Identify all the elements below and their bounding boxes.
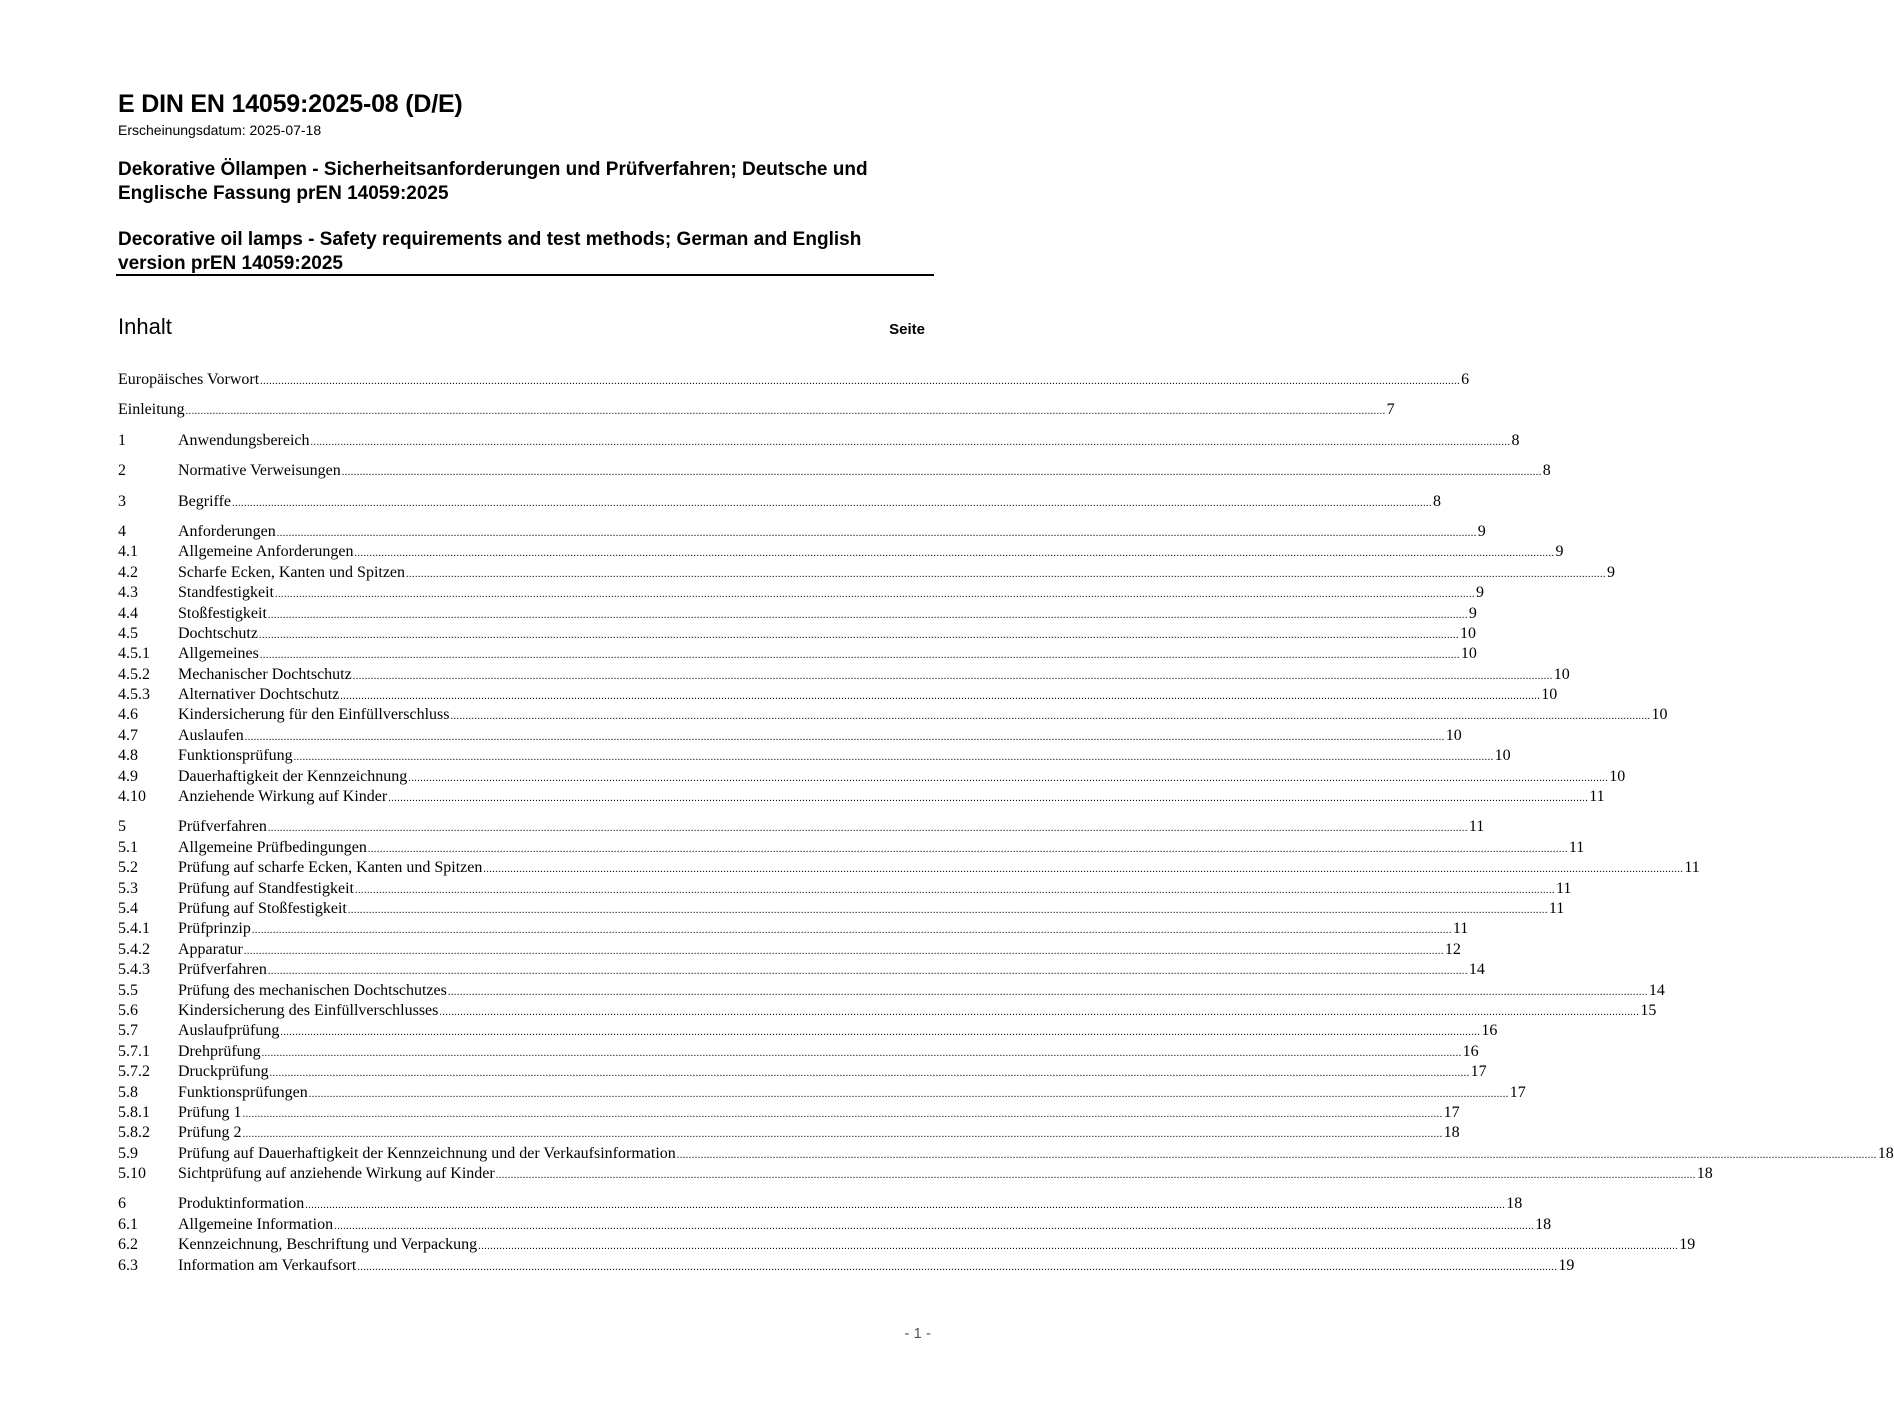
toc-dot-leader: ................................................................................................................................................................................................................................................................................................................................................................................................................	[354, 548, 1555, 560]
toc-entry[interactable]	[118, 542, 1564, 562]
toc-entry-number: 5.4.3	[118, 961, 150, 979]
toc-entry[interactable]	[118, 1164, 1713, 1184]
toc-entry-number: 5.7.1	[118, 1042, 150, 1060]
toc-entry-page: 18	[1696, 1165, 1713, 1183]
toc-entry-title: Prüfung des mechanischen Dochtschutzes	[178, 981, 447, 999]
toc-entry-page: 10	[1460, 645, 1477, 663]
toc-entry-number: 5	[118, 818, 126, 836]
toc-entry[interactable]	[118, 685, 1558, 705]
toc-entry-page: 10	[1494, 747, 1511, 765]
toc-entry-title: Anziehende Wirkung auf Kinder	[178, 788, 388, 806]
toc-entry[interactable]	[118, 400, 1395, 420]
toc-entry-number: 4.10	[118, 788, 146, 806]
toc-dot-leader: ................................................................................................................................................................................................................................................................................................................................................................................................................	[267, 609, 1468, 621]
toc-entry[interactable]	[118, 583, 1484, 603]
toc-entry-title: Prüfung auf Dauerhaftigkeit der Kennzeichnung und der Verkaufsinformation	[178, 1144, 676, 1162]
toc-dot-leader: ................................................................................................................................................................................................................................................................................................................................................................................................................	[258, 629, 1459, 641]
toc-entry-number: 5.9	[118, 1144, 138, 1162]
toc-entry-page: 15	[1640, 1001, 1657, 1019]
toc-entry-page: 8	[1542, 462, 1551, 480]
toc-entry-title: Kennzeichnung, Beschriftung und Verpackung	[178, 1236, 478, 1254]
toc-dot-leader: ................................................................................................................................................................................................................................................................................................................................................................................................................	[267, 966, 1468, 978]
toc-entry-title: Prüfverfahren	[178, 961, 267, 979]
toc-entry-title: Stoßfestigkeit	[178, 604, 267, 622]
toc-entry-number: 5.6	[118, 1001, 138, 1019]
toc-entry-title: Dochtschutz	[178, 624, 258, 642]
toc-entry-number: 4.5	[118, 624, 138, 642]
toc-dot-leader: ................................................................................................................................................................................................................................................................................................................................................................................................................	[406, 568, 1607, 580]
toc-entry-title: Drehprüfung	[178, 1042, 261, 1060]
toc-dot-leader: ................................................................................................................................................................................................................................................................................................................................................................................................................	[280, 1027, 1481, 1039]
toc-entry-page: 18	[1506, 1195, 1523, 1213]
toc-dot-leader: ................................................................................................................................................................................................................................................................................................................................................................................................................	[242, 1129, 1443, 1141]
toc-dot-leader: ................................................................................................................................................................................................................................................................................................................................................................................................................	[447, 986, 1648, 998]
toc-entry[interactable]	[118, 492, 1442, 512]
toc-dot-leader: ................................................................................................................................................................................................................................................................................................................................................................................................................	[483, 864, 1684, 876]
toc-entry-number: 5.7.2	[118, 1063, 150, 1081]
toc-entry[interactable]	[118, 899, 1565, 919]
toc-entry-title: Prüfung 2	[178, 1124, 242, 1142]
toc-dot-leader: ................................................................................................................................................................................................................................................................................................................................................................................................................	[308, 1088, 1509, 1100]
toc-entry-title: Kindersicherung für den Einfüllverschluss	[178, 706, 450, 724]
toc-dot-leader: ................................................................................................................................................................................................................................................................................................................................................................................................................	[269, 1068, 1470, 1080]
toc-entry-number: 5.7	[118, 1022, 138, 1040]
toc-dot-leader: ................................................................................................................................................................................................................................................................................................................................................................................................................	[408, 772, 1609, 784]
toc-entry-title: Apparatur	[178, 940, 243, 958]
toc-entry[interactable]	[118, 1001, 1657, 1021]
toc-dot-leader: ................................................................................................................................................................................................................................................................................................................................................................................................................	[267, 823, 1468, 835]
toc-entry-number: 5.1	[118, 838, 138, 856]
toc-entry[interactable]	[118, 705, 1668, 725]
toc-dot-leader: ................................................................................................................................................................................................................................................................................................................................................................................................................	[185, 406, 1386, 418]
toc-entry-title: Sichtprüfung auf anziehende Wirkung auf Kinder	[178, 1165, 495, 1183]
toc-entry[interactable]	[118, 858, 1700, 878]
toc-entry-number: 4.5.2	[118, 665, 150, 683]
toc-entry-page: 9	[1477, 522, 1486, 540]
toc-entry-number: 5.8.2	[118, 1124, 150, 1142]
toc-entry-title: Europäisches Vorwort	[118, 371, 260, 388]
toc-entry-page: 11	[1555, 879, 1572, 897]
toc-entry[interactable]	[118, 461, 1551, 481]
toc-entry-title: Prüfprinzip	[178, 920, 251, 938]
toc-entry-page: 18	[1443, 1124, 1460, 1142]
toc-entry[interactable]	[118, 1103, 1460, 1123]
toc-entry-page: 14	[1468, 961, 1485, 979]
toc-entry-title: Begriffe	[178, 492, 232, 510]
title-german: Dekorative Öllampen - Sicherheitsanforderungen und Prüfverfahren; Deutsche und Englische Fassung prEN 14059:2025	[118, 159, 868, 204]
toc-entry-number: 6.1	[118, 1215, 138, 1233]
toc-entry[interactable]	[118, 940, 1461, 960]
toc-dot-leader: ................................................................................................................................................................................................................................................................................................................................................................................................................	[347, 904, 1548, 916]
toc-dot-leader: ................................................................................................................................................................................................................................................................................................................................................................................................................	[251, 925, 1452, 937]
toc-entry-title: Funktionsprüfungen	[178, 1083, 308, 1101]
header-divider	[116, 274, 934, 276]
toc-entry-number: 5.2	[118, 859, 138, 877]
toc-entry-number: 4.5.3	[118, 686, 150, 704]
toc-dot-leader: ................................................................................................................................................................................................................................................................................................................................................................................................................	[676, 1149, 1877, 1161]
toc-entry-number: 6.3	[118, 1256, 138, 1274]
toc-entry[interactable]	[118, 1256, 1575, 1276]
toc-entry-page: 11	[1548, 899, 1565, 917]
toc-dot-leader: ................................................................................................................................................................................................................................................................................................................................................................................................................	[341, 467, 1542, 479]
toc-entry[interactable]	[118, 522, 1486, 542]
toc-entry-title: Prüfung auf Standfestigkeit	[178, 879, 354, 897]
toc-entry-number: 5.5	[118, 981, 138, 999]
toc-dot-leader: ................................................................................................................................................................................................................................................................................................................................................................................................................	[352, 670, 1553, 682]
toc-entry-title: Anwendungsbereich	[178, 431, 310, 449]
toc-entry-title: Alternativer Dochtschutz	[178, 686, 340, 704]
toc-entry-page: 11	[1468, 818, 1485, 836]
toc-entry-page: 18	[1877, 1144, 1894, 1162]
toc-entry-title: Auslaufen	[178, 726, 244, 744]
toc-entry-number: 4.2	[118, 563, 138, 581]
toc-entry-title: Auslaufprüfung	[178, 1022, 280, 1040]
toc-entry[interactable]	[118, 1194, 1523, 1214]
toc-entry[interactable]	[118, 1083, 1526, 1103]
toc-entry-page: 11	[1589, 788, 1605, 806]
toc-dot-leader: ................................................................................................................................................................................................................................................................................................................................................................................................................	[305, 1200, 1506, 1212]
page-number: - 1 -	[904, 1325, 931, 1342]
toc-entry-number: 4.3	[118, 584, 138, 602]
toc-entry-title: Prüfverfahren	[178, 818, 267, 836]
toc-entry-number: 5.3	[118, 879, 138, 897]
toc-entry[interactable]	[118, 644, 1477, 664]
toc-entry-page: 10	[1651, 706, 1668, 724]
toc-entry[interactable]	[118, 1215, 1552, 1235]
toc-dot-leader: ................................................................................................................................................................................................................................................................................................................................................................................................................	[293, 752, 1494, 764]
toc-entry-title: Allgemeine Prüfbedingungen	[178, 838, 367, 856]
toc-entry[interactable]	[118, 746, 1511, 766]
toc-entry-page: 19	[1558, 1256, 1575, 1274]
toc-dot-leader: ................................................................................................................................................................................................................................................................................................................................................................................................................	[260, 376, 1461, 387]
title-english: Decorative oil lamps - Safety requirements and test methods; German and English version prEN 14059:2025	[118, 229, 862, 274]
toc-entry-page: 9	[1475, 584, 1484, 602]
toc-dot-leader: ................................................................................................................................................................................................................................................................................................................................................................................................................	[439, 1006, 1640, 1018]
toc-entry-title: Allgemeine Information	[178, 1215, 334, 1233]
toc-dot-leader: ................................................................................................................................................................................................................................................................................................................................................................................................................	[310, 436, 1511, 448]
toc-entry-page: 10	[1553, 665, 1570, 683]
toc-entry[interactable]	[118, 726, 1462, 746]
toc-entry-page: 12	[1444, 940, 1461, 958]
publication-date: Erscheinungsdatum: 2025-07-18	[118, 122, 322, 138]
toc-entry[interactable]	[118, 624, 1476, 644]
toc-entry-number: 1	[118, 431, 126, 449]
toc-entry[interactable]	[118, 838, 1585, 858]
toc-dot-leader: ................................................................................................................................................................................................................................................................................................................................................................................................................	[261, 1047, 1462, 1059]
toc-entry-number: 4.7	[118, 726, 138, 744]
toc-entry[interactable]	[118, 1235, 1696, 1255]
document-id: E DIN EN 14059:2025-08 (D/E)	[118, 90, 463, 118]
toc-entry-page: 11	[1684, 859, 1700, 877]
toc-entry-title: Kindersicherung des Einfüllverschlusses	[178, 1001, 439, 1019]
toc-entry[interactable]	[118, 817, 1485, 837]
toc-dot-leader: ................................................................................................................................................................................................................................................................................................................................................................................................................	[232, 497, 1433, 509]
toc-entry-title: Normative Verweisungen	[178, 462, 341, 480]
toc-dot-leader: ................................................................................................................................................................................................................................................................................................................................................................................................................	[354, 884, 1555, 896]
toc-entry-number: 4.9	[118, 767, 138, 785]
toc-entry-page: 17	[1470, 1063, 1487, 1081]
toc-dot-leader: ................................................................................................................................................................................................................................................................................................................................................................................................................	[334, 1220, 1535, 1232]
toc-entry[interactable]	[118, 1144, 1894, 1164]
toc-dot-leader: ................................................................................................................................................................................................................................................................................................................................................................................................................	[259, 650, 1460, 662]
toc-entry-title: Scharfe Ecken, Kanten und Spitzen	[178, 563, 406, 581]
toc-entry-number: 6.2	[118, 1236, 138, 1254]
toc-entry-page: 16	[1481, 1022, 1498, 1040]
toc-entry-page: 7	[1386, 401, 1395, 419]
toc-entry-number: 6	[118, 1195, 126, 1213]
toc-dot-leader: ................................................................................................................................................................................................................................................................................................................................................................................................................	[357, 1261, 1558, 1273]
toc-entry-page: 18	[1535, 1215, 1552, 1233]
toc-dot-leader: ................................................................................................................................................................................................................................................................................................................................................................................................................	[450, 711, 1651, 723]
toc-entry-page: 17	[1443, 1103, 1460, 1121]
toc-entry-number: 3	[118, 492, 126, 510]
toc-entry-number: 4.8	[118, 747, 138, 765]
toc-entry[interactable]	[118, 1021, 1498, 1041]
toc-entry-number: 4.5.1	[118, 645, 150, 663]
toc-entry-page: 14	[1648, 981, 1665, 999]
toc-dot-leader: ................................................................................................................................................................................................................................................................................................................................................................................................................	[388, 793, 1589, 805]
toc-entry-page: 17	[1509, 1083, 1526, 1101]
toc-entry-title: Einleitung	[118, 401, 185, 419]
toc-entry-title: Allgemeine Anforderungen	[178, 543, 354, 561]
toc-entry[interactable]	[118, 981, 1665, 1001]
toc-entry[interactable]	[118, 1042, 1479, 1062]
toc-entry-page: 11	[1452, 920, 1469, 938]
toc-entry-page: 10	[1541, 686, 1558, 704]
toc-entry-number: 2	[118, 462, 126, 480]
toc-entry-number: 5.4.1	[118, 920, 150, 938]
toc-entry-page: 16	[1462, 1042, 1479, 1060]
toc-entry-page: 8	[1433, 492, 1442, 510]
toc-entry-title: Standfestigkeit	[178, 584, 274, 602]
toc-entry-number: 5.8	[118, 1083, 138, 1101]
toc-entry-page: 8	[1511, 431, 1520, 449]
toc-entry-page: 9	[1555, 543, 1564, 561]
table-of-contents	[118, 370, 1894, 1276]
toc-entry-number: 5.4	[118, 899, 138, 917]
toc-entry-title: Allgemeines	[178, 645, 259, 663]
toc-entry-number: 4.6	[118, 706, 138, 724]
toc-entry-page: 19	[1679, 1236, 1696, 1254]
toc-entry-title: Produktinformation	[178, 1195, 305, 1213]
toc-entry[interactable]	[118, 370, 1470, 390]
toc-entry-page: 10	[1445, 726, 1462, 744]
toc-entry[interactable]	[118, 919, 1469, 939]
toc-dot-leader: ................................................................................................................................................................................................................................................................................................................................................................................................................	[367, 843, 1568, 855]
toc-entry-number: 4.4	[118, 604, 138, 622]
toc-entry-title: Information am Verkaufsort	[178, 1256, 357, 1274]
toc-entry[interactable]	[118, 960, 1485, 980]
toc-entry-page: 11	[1568, 838, 1585, 856]
toc-entry-title: Anforderungen	[178, 522, 276, 540]
toc-entry[interactable]	[118, 879, 1572, 899]
toc-entry-number: 5.4.2	[118, 940, 150, 958]
toc-entry-title: Mechanischer Dochtschutz	[178, 665, 352, 683]
toc-entry-number: 4.1	[118, 543, 138, 561]
toc-dot-leader: ................................................................................................................................................................................................................................................................................................................................................................................................................	[274, 589, 1475, 601]
toc-entry-title: Prüfung 1	[178, 1103, 242, 1121]
toc-entry[interactable]	[118, 431, 1520, 451]
toc-entry[interactable]	[118, 604, 1477, 624]
toc-entry-page: 10	[1459, 624, 1476, 642]
toc-entry-page: 9	[1607, 563, 1616, 581]
toc-page-column-label: Seite	[889, 321, 925, 338]
toc-entry-page: 6	[1461, 371, 1470, 388]
toc-heading: Inhalt	[118, 314, 172, 339]
toc-entry-title: Prüfung auf Stoßfestigkeit	[178, 899, 347, 917]
toc-entry-title: Druckprüfung	[178, 1063, 269, 1081]
toc-entry-page: 9	[1468, 604, 1477, 622]
toc-entry[interactable]	[118, 665, 1570, 685]
toc-entry-number: 4	[118, 522, 126, 540]
toc-entry-page: 10	[1609, 767, 1626, 785]
toc-entry[interactable]	[118, 563, 1616, 583]
toc-dot-leader: ................................................................................................................................................................................................................................................................................................................................................................................................................	[340, 691, 1541, 703]
toc-entry[interactable]	[118, 1062, 1487, 1082]
toc-entry-number: 5.10	[118, 1165, 146, 1183]
toc-dot-leader: ................................................................................................................................................................................................................................................................................................................................................................................................................	[242, 1108, 1443, 1120]
toc-dot-leader: ................................................................................................................................................................................................................................................................................................................................................................................................................	[244, 731, 1445, 743]
toc-dot-leader: ................................................................................................................................................................................................................................................................................................................................................................................................................	[276, 527, 1477, 539]
toc-entry-title: Prüfung auf scharfe Ecken, Kanten und Spitzen	[178, 859, 483, 877]
toc-entry-title: Funktionsprüfung	[178, 747, 293, 765]
toc-entry[interactable]	[118, 1123, 1460, 1143]
toc-entry-number: 5.8.1	[118, 1103, 150, 1121]
toc-dot-leader: ................................................................................................................................................................................................................................................................................................................................................................................................................	[243, 945, 1444, 957]
toc-entry-title: Dauerhaftigkeit der Kennzeichnung	[178, 767, 408, 785]
toc-dot-leader: ................................................................................................................................................................................................................................................................................................................................................................................................................	[478, 1241, 1679, 1253]
toc-dot-leader: ................................................................................................................................................................................................................................................................................................................................................................................................................	[495, 1170, 1696, 1182]
toc-entry[interactable]	[118, 767, 1626, 787]
toc-entry[interactable]	[118, 787, 1605, 807]
